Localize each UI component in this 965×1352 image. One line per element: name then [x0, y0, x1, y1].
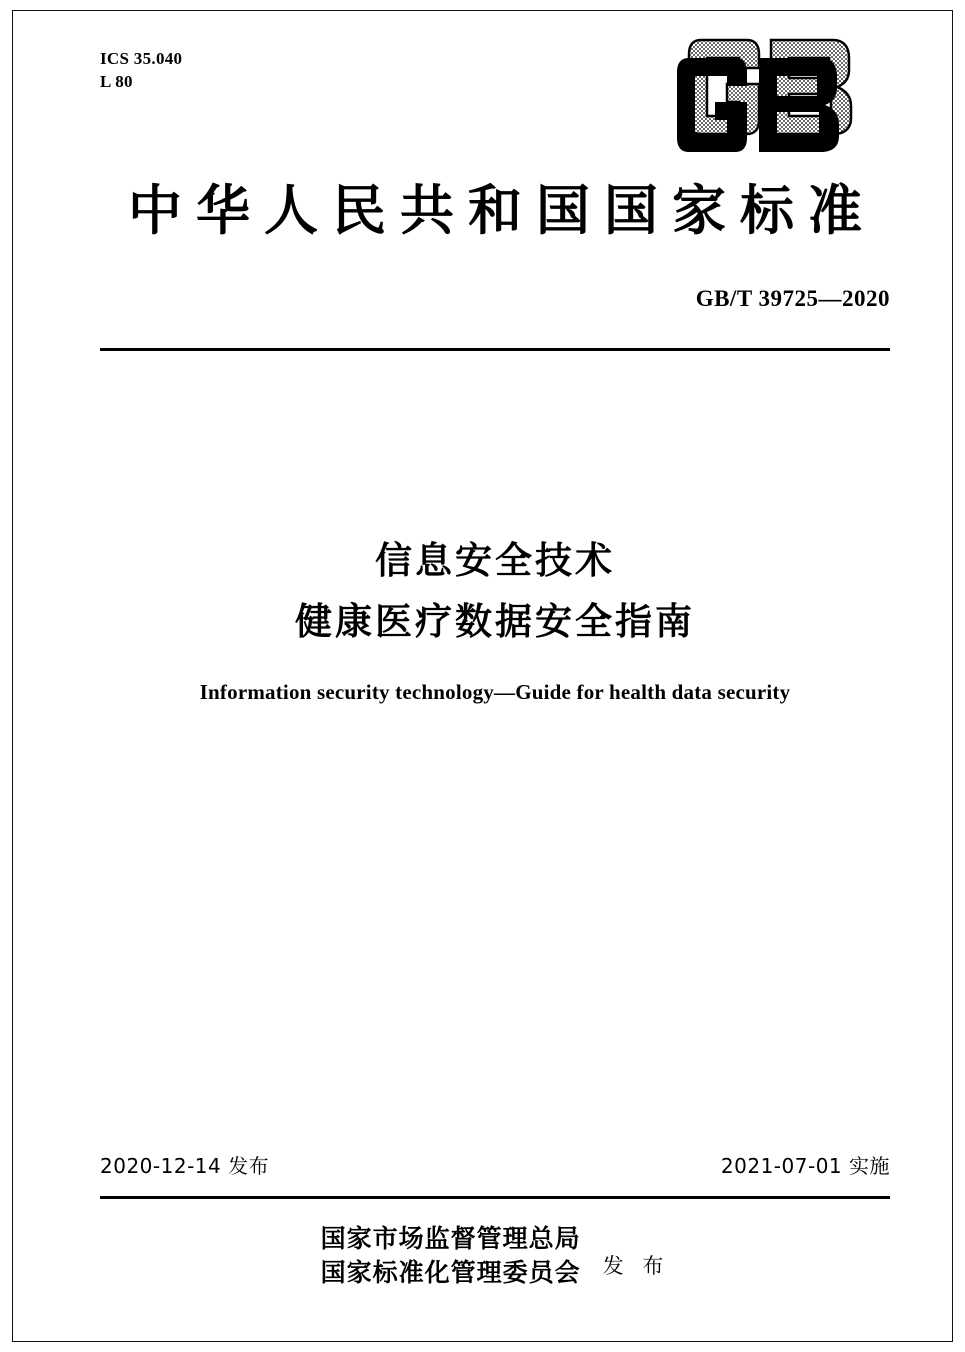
- title-english: Information security technology—Guide for health data security: [199, 680, 791, 705]
- ics-code: ICS 35.040: [100, 49, 183, 68]
- title-chinese-line-2: 健康医疗数据安全指南: [295, 600, 695, 644]
- ics-category-code: L 80: [100, 71, 133, 91]
- issue-date: 2020-12-14 发布: [100, 1154, 270, 1178]
- publisher-line-1: 国家市场监督管理总局: [320, 1224, 581, 1253]
- cover-content: [100, 0, 890, 1352]
- page-title: 中华人民共和国国家标准: [128, 181, 876, 241]
- standard-number: GB/T 39725—2020: [695, 286, 890, 311]
- footer-divider: [100, 1196, 890, 1199]
- title-chinese-line-1: 信息安全技术: [375, 539, 615, 582]
- publisher-verb: 发 布: [602, 1253, 670, 1278]
- publisher-block: [100, 1222, 890, 1290]
- publisher-line-2: 国家标准化管理委员会: [320, 1257, 581, 1287]
- implementation-date: 2021-07-01 实施: [720, 1154, 890, 1178]
- publisher-names: [321, 1222, 581, 1290]
- header-divider: [100, 348, 890, 351]
- ics-classification-block: [100, 48, 182, 94]
- document-title-block: [100, 530, 890, 705]
- gb-logo-icon: [675, 38, 895, 163]
